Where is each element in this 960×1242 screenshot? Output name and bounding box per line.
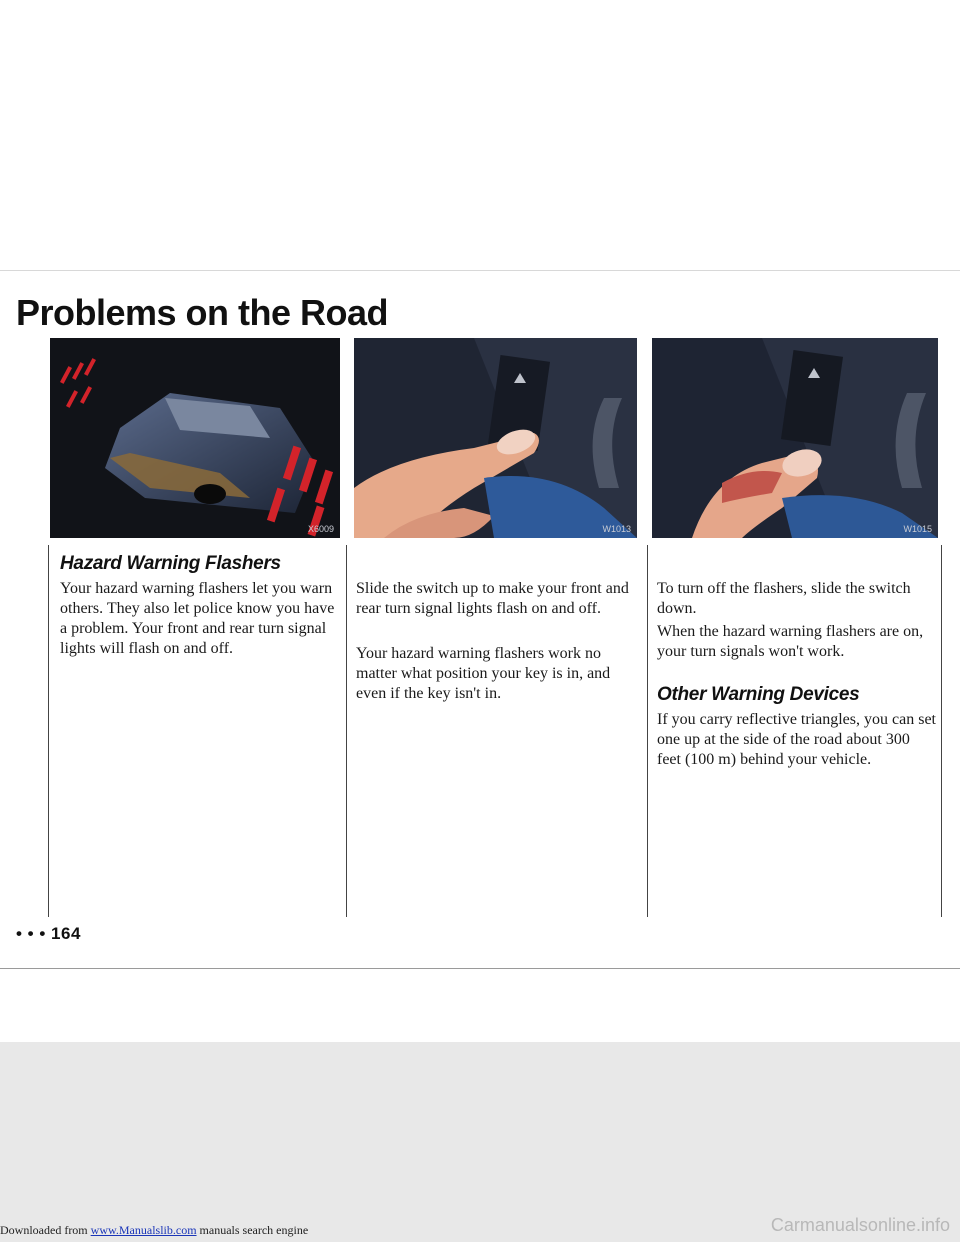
- car-hazard-photo: [50, 338, 340, 538]
- body-paragraph: To turn off the flashers, slide the switch down.: [657, 580, 911, 617]
- manualslib-link[interactable]: www.Manualslib.com: [90, 1223, 197, 1237]
- image-code: W1015: [903, 524, 932, 534]
- column-rule: [941, 545, 942, 917]
- section-heading-other-warning-devices: Other Warning Devices: [657, 684, 860, 705]
- download-footer: [0, 1223, 308, 1238]
- column-rule: [48, 545, 49, 917]
- section-heading-hazard-warning-flashers: Hazard Warning Flashers: [60, 553, 281, 574]
- image-code: W1013: [602, 524, 631, 534]
- body-paragraph: If you carry reflective triangles, you can set one up at the side of the road about 300 feet (100 m) behind your vehicle.: [657, 711, 936, 768]
- watermark-brand: Carmanualsonline.info: [770, 1215, 950, 1235]
- footer-band: [0, 1042, 960, 1242]
- column-rule: [647, 545, 648, 917]
- footer-prefix: Downloaded from: [0, 1223, 88, 1237]
- body-paragraph: Your hazard warning flashers let you warn others. They also let police know you have a problem. Your front and rear turn signal lights will flash on and off.: [60, 580, 335, 657]
- page-number-value: 164: [51, 924, 81, 943]
- page-marker: • • •: [16, 924, 46, 943]
- image-code: X6009: [307, 524, 334, 534]
- top-rule: [0, 270, 960, 271]
- page-number: [16, 924, 81, 944]
- page-title: Problems on the Road: [16, 292, 389, 333]
- bottom-rule: [0, 968, 960, 969]
- column-rule: [346, 545, 347, 917]
- hazard-switch-up-photo: [354, 338, 637, 538]
- body-paragraph: Slide the switch up to make your front and rear turn signal lights flash on and off.: [356, 580, 629, 617]
- body-paragraph: When the hazard warning flashers are on, your turn signals won't work.: [657, 623, 924, 660]
- footer-suffix: manuals search engine: [199, 1223, 309, 1237]
- body-paragraph: Your hazard warning flashers work no matter what position your key is in, and even if the key isn't in.: [356, 645, 611, 702]
- hazard-switch-down-photo: [652, 338, 938, 538]
